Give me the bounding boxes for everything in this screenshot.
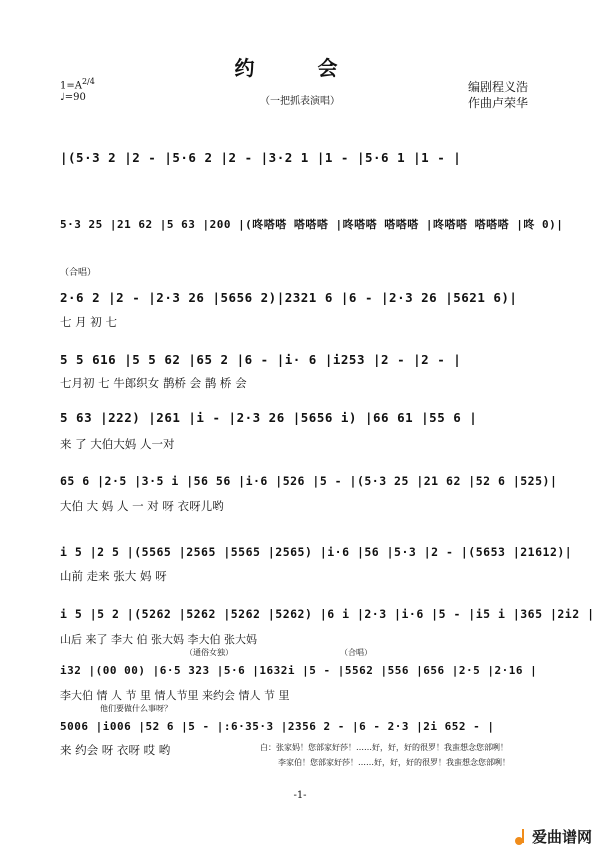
page-number: -1- [293,790,307,801]
notation-line-4: 5 5 616 |5 5 62 |65 2 |6 - |i· 6 |i253 |2 - |2 - | [60,352,462,367]
aside-question: 他们要做什么事呀？ [100,704,172,713]
song-title: 约 会 [234,56,366,80]
watermark-brand: 爱曲谱网 [531,828,592,846]
chorus-label-2: （合唱） [340,648,372,657]
notation-line-3: 2·6 2 |2 - |2·3 26 |5656 2)|2321 6 |6 - |2·3 26 |5621 6)| [60,290,518,305]
meter-label: 2/4 [81,77,95,86]
lyric-line-5: 来 了 大伯大妈 人一对 [60,437,175,451]
tempo-label: ♩=90 [60,92,86,103]
lyric-line-9: 李大伯 情 人 节 里 情人节里 来约会 情人 节 里 [60,689,290,702]
lyric-line-10: 来 约会 呀 衣呀 哎 哟 [60,743,171,757]
female-solo-label: （通俗女独） [185,648,233,657]
chorus-label: （合唱） [60,268,97,278]
notation-line-10: 5006 |i006 |52 6 |5 - |:6·35·3 |2356 2 - |6 - 2·3 |2i 652 - | [60,720,495,733]
notation-line-1: |(5·3 2 |2 - |5·6 2 |2 - |3·2 1 |1 - |5·6 1 |1 - | [60,150,462,165]
lyric-line-7: 山前 走来 张大 妈 呀 [60,569,167,583]
lyric-line-3: 七 月 初 七 [60,315,117,329]
notation-line-2: 5·3 25 |21 62 |5 63 |200 |(咚嗒嗒 嗒嗒嗒 |咚嗒嗒 嗒嗒嗒 |咚嗒嗒 嗒嗒嗒 |咚 0)| [60,218,564,231]
site-watermark [515,826,592,847]
notation-line-5: 5 63 |222) |261 |i - |2·3 26 |5656 i) |66 61 |55 6 | [60,410,478,425]
lyric-line-8: 山后 来了 李大 伯 张大妈 李大伯 张大妈 [60,633,257,646]
notation-line-6: 65 6 |2·5 |3·5 i |56 56 |i·6 |526 |5 - |(5·3 25 |21 62 |52 6 |525)| [60,474,558,488]
music-note-icon [515,829,529,845]
lyricist-credit: 编剧程义浩 [468,80,529,94]
notation-line-8: i 5 |5 2 |(5262 |5262 |5262 |5262) |6 i |2·3 |i·6 |5 - |i5 i |365 |2i2 | [60,607,595,621]
lyric-line-4: 七月初 七 牛郎织女 鹊桥 会 鹊 桥 会 [60,376,247,390]
notation-line-9: i32 |(00 00) |6·5 323 |5·6 |1632i |5 - |5562 |556 |656 |2·5 |2·16 | [60,664,538,677]
spoken-line-2: 李家伯！您部家好莎！……好，好，好的很罗！我蛮想念您部咧！ [278,758,510,767]
lyric-line-6: 大伯 大 妈 人 一 对 呀 衣呀儿哟 [60,499,224,513]
composer-credit: 作曲卢荣华 [468,96,529,110]
key-label: 1=A [60,80,82,92]
notation-line-7: i 5 |2 5 |(5565 |2565 |5565 |2565) |i·6 |56 |5·3 |2 - |(5653 |21612)| [60,545,573,559]
song-subtitle: （一把抓表演唱） [260,96,340,107]
spoken-line-1: 白：张家妈！您部家好莎！……好，好，好的很罗！我蛮想念您部咧！ [260,743,508,752]
